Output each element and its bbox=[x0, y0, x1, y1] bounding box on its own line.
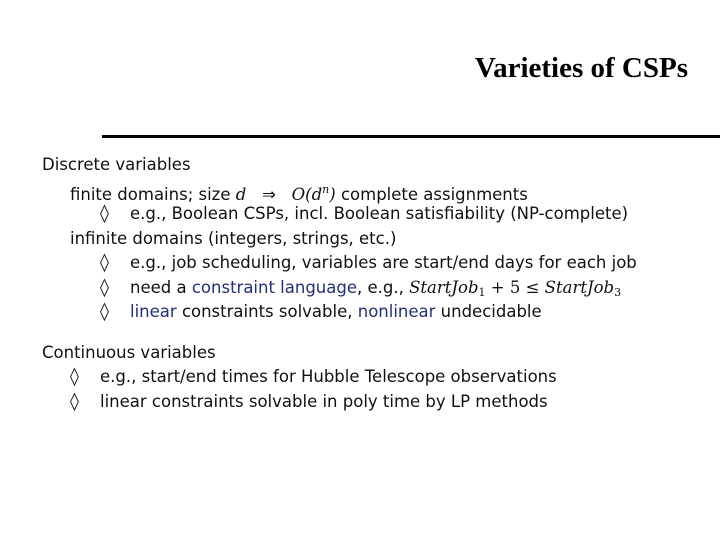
exponent-n: n bbox=[322, 182, 330, 196]
list-item bbox=[42, 390, 712, 415]
big-o-open: O(d bbox=[291, 184, 323, 204]
finite-example: e.g., Boolean CSPs, incl. Boolean satisfiability (NP-complete) bbox=[130, 204, 629, 223]
list-item bbox=[42, 365, 712, 390]
list-item bbox=[42, 276, 712, 301]
list-item bbox=[42, 202, 712, 227]
continuous-heading: Continuous variables bbox=[42, 342, 216, 362]
constraint-language-link[interactable]: constraint language bbox=[191, 277, 358, 297]
linear-link[interactable]: linear bbox=[130, 302, 177, 321]
continuous-item-1: e.g., start/end times for Hubble Telescope observations bbox=[100, 367, 557, 386]
finite-prefix: finite domains; size bbox=[70, 184, 231, 204]
infinite-example: e.g., job scheduling, variables are start/end days for each job bbox=[130, 253, 637, 272]
subscript-3: 3 bbox=[614, 285, 622, 299]
diamond-icon: ◊ bbox=[70, 390, 79, 412]
diamond-icon: ◊ bbox=[100, 252, 109, 273]
finite-domains-line bbox=[42, 178, 712, 203]
infinite-domains-line: infinite domains (integers, strings, etc.) bbox=[70, 228, 397, 248]
big-o-close: ) bbox=[329, 184, 336, 204]
title-rule bbox=[102, 135, 720, 138]
nonlinear-link[interactable]: nonlinear bbox=[357, 302, 436, 321]
discrete-heading: Discrete variables bbox=[42, 155, 191, 174]
implies-symbol: ⇒ bbox=[262, 184, 276, 204]
plus-five-leq: + 5 ≤ bbox=[485, 277, 545, 297]
start-job-1: StartJob bbox=[409, 277, 479, 297]
slide-title: Varieties of CSPs bbox=[474, 52, 688, 84]
diamond-icon: ◊ bbox=[70, 366, 79, 387]
diamond-icon: ◊ bbox=[100, 276, 109, 298]
big-o-expression bbox=[291, 182, 336, 204]
list-item bbox=[42, 300, 712, 325]
solvable-text: constraints solvable, bbox=[181, 302, 353, 321]
need-prefix: need a bbox=[130, 277, 187, 297]
section-gap bbox=[42, 325, 712, 341]
start-job-inequality bbox=[409, 278, 621, 297]
diamond-icon: ◊ bbox=[100, 203, 109, 224]
continuous-item-2: linear constraints solvable in poly time by LP methods bbox=[100, 391, 548, 411]
subscript-1: 1 bbox=[478, 285, 486, 299]
undecidable-text: undecidable bbox=[440, 302, 542, 321]
list-item bbox=[42, 251, 712, 276]
start-job-3: StartJob bbox=[544, 277, 615, 297]
math-d: d bbox=[235, 184, 247, 204]
diamond-icon: ◊ bbox=[100, 301, 109, 322]
slide-body bbox=[42, 153, 712, 414]
need-mid: , e.g., bbox=[357, 277, 404, 297]
finite-suffix: complete assignments bbox=[340, 184, 528, 204]
